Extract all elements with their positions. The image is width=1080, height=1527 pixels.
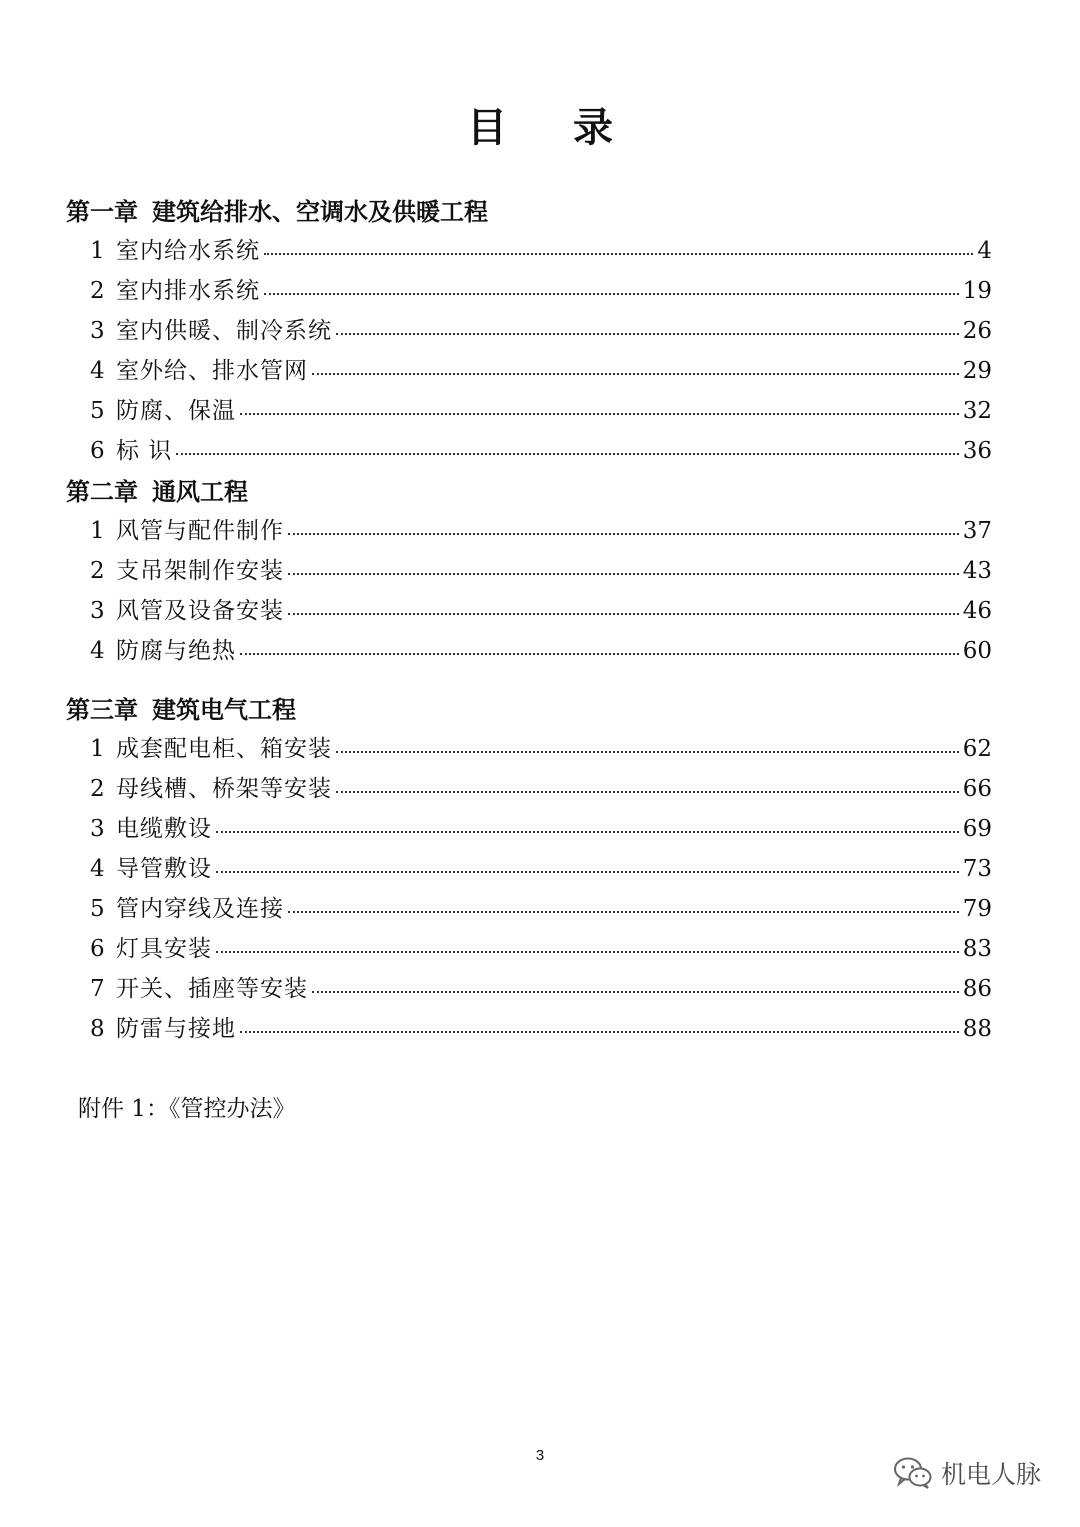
page-number: 3 [535,1447,545,1464]
toc-entry [90,1010,992,1042]
entry-number: 1 [90,238,105,264]
entry-number: 2 [90,278,105,304]
entry-number: 6 [90,936,105,962]
entry-label: 风管及设备安装 [116,598,284,624]
toc-entry [90,232,992,264]
entry-page: 62 [962,736,992,762]
chapter-title: 通风工程 [152,478,248,506]
toc-entry [90,432,992,464]
toc-entry [90,770,992,802]
entry-number: 4 [90,856,105,882]
entry-label: 防雷与接地 [116,1016,236,1042]
entry-page: 32 [962,398,992,424]
toc-entry [90,552,992,584]
toc-entry [90,392,992,424]
entry-page: 29 [962,358,992,384]
entry-label: 风管与配件制作 [116,518,284,544]
entry-number: 4 [90,638,105,664]
dot-leader [240,1031,959,1033]
dot-leader [216,871,959,873]
toc-entry [90,512,992,544]
entry-page: 88 [962,1016,992,1042]
entry-number: 2 [90,776,105,802]
entry-page: 66 [962,776,992,802]
entry-page: 83 [962,936,992,962]
dot-leader [216,831,959,833]
entry-label: 防腐与绝热 [116,638,236,664]
chapter-number: 第二章 [66,478,138,506]
dot-leader [264,253,973,255]
entry-page: 79 [962,896,992,922]
watermark [893,1455,1041,1491]
entry-number: 3 [90,816,105,842]
entry-number: 3 [90,318,105,344]
chapter-title: 建筑给排水、空调水及供暖工程 [152,198,488,226]
entry-number: 3 [90,598,105,624]
entry-number: 5 [90,398,105,424]
entry-number: 1 [90,736,105,762]
entry-page: 37 [962,518,992,544]
dot-leader [264,293,959,295]
dot-leader [216,951,959,953]
toc-entry [90,930,992,962]
dot-leader [336,791,959,793]
entry-number: 5 [90,896,105,922]
appendix-line: 附件 1：《管控办法》 [78,1096,296,1122]
entry-label: 母线槽、桥架等安装 [116,776,332,802]
entry-label: 支吊架制作安装 [116,558,284,584]
entry-number: 6 [90,438,105,464]
chapter-number: 第一章 [66,198,138,226]
entry-page: 43 [962,558,992,584]
dot-leader [288,911,959,913]
toc-entry [90,970,992,1002]
watermark-text: 机电人脉 [941,1460,1042,1489]
toc-entry [90,850,992,882]
entry-page: 26 [962,318,992,344]
dot-leader [240,653,959,655]
toc-entry [90,592,992,624]
wechat-icon [893,1456,933,1490]
entry-label: 室内给水系统 [116,238,260,264]
chapter-number: 第三章 [66,696,138,724]
dot-leader [336,751,959,753]
entry-number: 1 [90,518,105,544]
toc-entry [90,272,992,304]
toc-entry [90,890,992,922]
dot-leader [288,533,959,535]
dot-leader [312,373,959,375]
entry-label: 防腐、保温 [116,398,236,424]
entry-label: 管内穿线及连接 [116,896,284,922]
page-title: 目 录 [467,104,639,151]
entry-label: 导管敷设 [116,856,212,882]
dot-leader [336,333,959,335]
toc-entry [90,810,992,842]
entry-label: 成套配电柜、箱安装 [116,736,332,762]
dot-leader [176,453,958,455]
entry-label: 电缆敷设 [116,816,212,842]
entry-page: 60 [962,638,992,664]
entry-number: 8 [90,1016,105,1042]
entry-label: 标 识 [116,438,173,464]
toc-entry [90,632,992,664]
entry-label: 室外给、排水管网 [116,358,308,384]
chapter-heading [66,472,1006,507]
entry-page: 73 [962,856,992,882]
entry-number: 2 [90,558,105,584]
entry-label: 室内供暖、制冷系统 [116,318,332,344]
entry-label: 室内排水系统 [116,278,260,304]
entry-page: 36 [962,438,992,464]
entry-page: 19 [962,278,992,304]
entry-page: 4 [977,238,992,264]
chapter-heading [66,192,1006,227]
entry-page: 46 [962,598,992,624]
chapter-title: 建筑电气工程 [152,696,296,724]
entry-number: 7 [90,976,105,1002]
entry-page: 69 [962,816,992,842]
toc-entry [90,730,992,762]
dot-leader [240,413,959,415]
dot-leader [288,573,959,575]
entry-page: 86 [962,976,992,1002]
entry-number: 4 [90,358,105,384]
chapter-heading [66,690,1006,725]
entry-label: 开关、插座等安装 [116,976,308,1002]
dot-leader [312,991,959,993]
entry-label: 灯具安装 [116,936,212,962]
dot-leader [288,613,959,615]
toc-entry [90,352,992,384]
toc-entry [90,312,992,344]
